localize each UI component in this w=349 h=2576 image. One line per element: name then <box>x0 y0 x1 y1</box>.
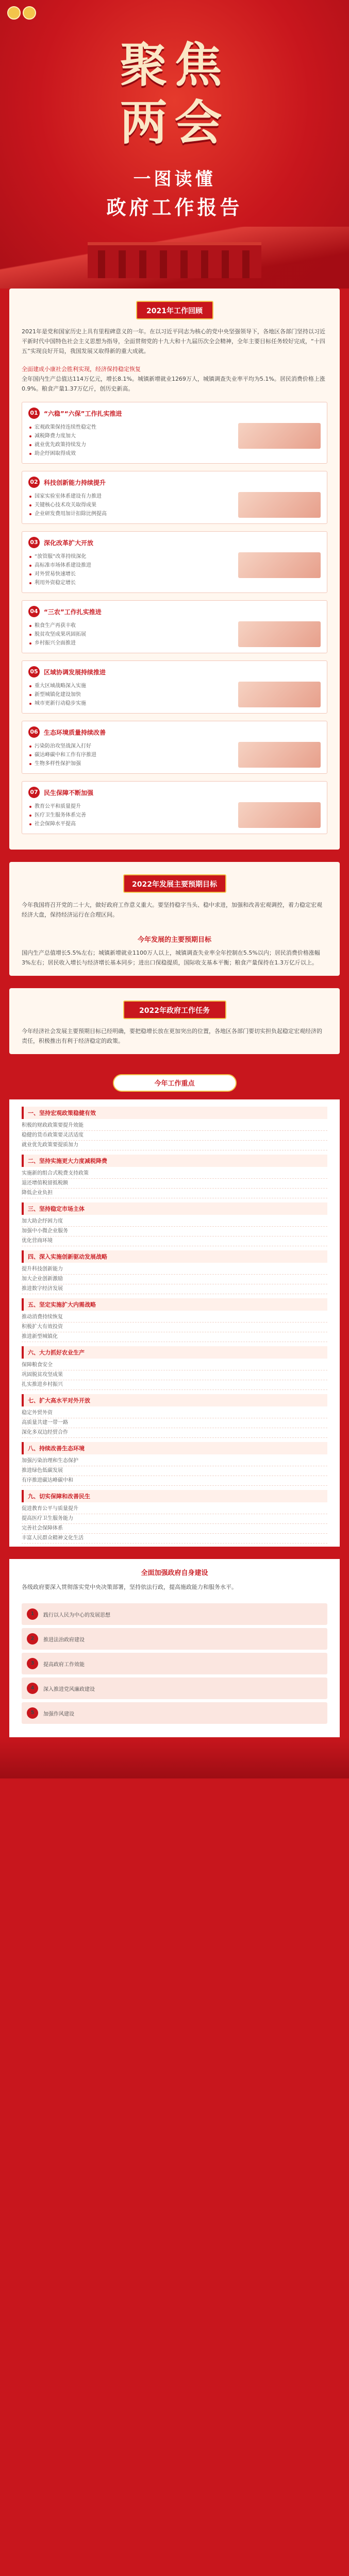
block-item: 城市更新行动稳步实施 <box>28 699 321 708</box>
block-item: 关键核心技术攻关取得成果 <box>28 501 321 510</box>
block-item: 利用外资稳定增长 <box>28 579 321 587</box>
column-decoration <box>139 250 146 278</box>
block-item: 高标准市场体系建设推进 <box>28 561 321 570</box>
block-item: 污染防治攻坚战深入打好 <box>28 742 321 751</box>
achievement-block <box>22 660 327 714</box>
work-title: 今年工作重点 <box>113 1074 237 1092</box>
work-list-heading: 五、坚定实施扩大内需战略 <box>22 1298 327 1311</box>
work-list-item: 稳定外贸外资 <box>22 1409 327 1418</box>
footer-row <box>22 1603 327 1625</box>
work-list-heading: 九、切实保障和改善民生 <box>22 1490 327 1502</box>
block-item: 减税降费力度加大 <box>28 432 321 440</box>
block-number: 01 <box>28 408 40 419</box>
building-illustration <box>88 242 261 278</box>
block-item: 就业优先政策持续发力 <box>28 440 321 449</box>
emblem-icons <box>7 6 43 20</box>
column-decoration <box>242 250 250 278</box>
work-list-item: 巩固脱贫攻坚成果 <box>22 1370 327 1380</box>
work-list-item: 完善社会保障体系 <box>22 1524 327 1534</box>
targets-title: 今年发展的主要预期目标 <box>137 936 211 944</box>
block-number: 06 <box>28 726 40 738</box>
block-title: 生态环境质量持续改善 <box>44 728 106 736</box>
section-tag: 2022年发展主要预期目标 <box>123 874 226 893</box>
tasks-section <box>9 988 340 1054</box>
block-number: 04 <box>28 606 40 617</box>
footer-row-text: 践行以人民为中心的发展思想 <box>43 1612 110 1618</box>
column-decoration <box>180 250 188 278</box>
work-list-item: 优化营商环境 <box>22 1236 327 1246</box>
block-number: 03 <box>28 537 40 548</box>
work-list-item: 促进教育公平与质量提升 <box>22 1504 327 1514</box>
work-list-item: 有序推进碳达峰碳中和 <box>22 1476 327 1486</box>
block-title: “六稳”“六保”工作扎实推进 <box>44 410 122 417</box>
goals-section <box>9 862 340 976</box>
work-list-heading: 三、坚持稳定市场主体 <box>22 1202 327 1215</box>
footer-intro: 各级政府要深入贯彻落实党中央决策部署，坚持依法行政，提高施政能力和服务水平。 <box>22 1584 237 1590</box>
block-item: 医疗卫生服务体系完善 <box>28 811 321 820</box>
emblem-icon <box>23 6 36 20</box>
work-list-heading: 一、坚持宏观政策稳健有效 <box>22 1107 327 1119</box>
block-item: 重大区域战略深入实施 <box>28 682 321 690</box>
achievement-block <box>22 471 327 524</box>
column-decoration <box>201 250 208 278</box>
footer-row <box>22 1677 327 1699</box>
block-item: 碳达峰碳中和工作有序推进 <box>28 751 321 759</box>
block-number: 05 <box>28 666 40 677</box>
emblem-icon <box>7 6 21 20</box>
block-item: 生物多样性保护加强 <box>28 759 321 768</box>
footer-row-number: 1 <box>27 1608 38 1620</box>
footer-row-number: 5 <box>27 1707 38 1719</box>
work-list-item: 积极的财政政策要提升效能 <box>22 1121 327 1131</box>
work-list-heading: 七、扩大高水平对外开放 <box>22 1394 327 1406</box>
footer-row <box>22 1702 327 1724</box>
footer-row-number: 3 <box>27 1658 38 1669</box>
footer-row-number: 2 <box>27 1633 38 1645</box>
work-list-item: 降低企业负担 <box>22 1189 327 1198</box>
footer-row <box>22 1653 327 1674</box>
footer-row-number: 4 <box>27 1683 38 1694</box>
block-title: “三农”工作扎实推进 <box>44 608 102 616</box>
work-list-item: 丰富人民群众精神文化生活 <box>22 1534 327 1544</box>
government-building-panel <box>9 1559 340 1737</box>
column-decoration <box>119 250 126 278</box>
work-list-heading: 四、深入实施创新驱动发展战略 <box>22 1250 327 1263</box>
footer-row <box>22 1628 327 1650</box>
block-item: 助企纾困取得成效 <box>28 449 321 458</box>
achievement-block <box>22 600 327 653</box>
block-title: 区域协调发展持续推进 <box>44 668 106 676</box>
block-title: 深化改革扩大开放 <box>44 539 94 547</box>
review-intro: 2021年是党和国家历史上具有里程碑意义的一年。在以习近平同志为核心的党中央坚强领导下，各地区各部门坚持以习近平新时代中国特色社会主义思想为指导，全面贯彻党的十九大和十九届历次全会精神，全年主要目标任务较好完成，“十四五”实现良好开局，我国发展又取得新的重大成就。 <box>22 328 325 354</box>
work-list-item: 保障粮食安全 <box>22 1361 327 1370</box>
block-item: 对外贸易快速增长 <box>28 570 321 579</box>
section-tag: 2022年政府工作任务 <box>123 1001 226 1019</box>
hero-banner <box>0 0 349 289</box>
achievement-block <box>22 781 327 834</box>
work-list-heading: 八、持续改善生态环境 <box>22 1442 327 1454</box>
block-number: 02 <box>28 477 40 488</box>
footer-row-text: 深入推进党风廉政建设 <box>43 1686 95 1692</box>
work-list-item: 实施新的组合式税费支持政策 <box>22 1169 327 1179</box>
work-list-item: 退还增值税留抵税额 <box>22 1179 327 1189</box>
hero-title <box>0 36 349 151</box>
work-list-item: 加大企业创新激励 <box>22 1275 327 1284</box>
achievement-block <box>22 402 327 464</box>
column-decoration <box>98 250 105 278</box>
work-list-item: 稳健的货币政策要灵活适度 <box>22 1131 327 1141</box>
block-number: 07 <box>28 787 40 798</box>
work-list-item: 加强中小微企业服务 <box>22 1227 327 1236</box>
work-list-item: 推进绿色低碳发展 <box>22 1466 327 1476</box>
hero-title-line1: 聚焦 <box>120 37 229 93</box>
block-item: 社会保障水平提高 <box>28 820 321 828</box>
achievement-blocks <box>9 402 340 834</box>
block-item: 新型城镇化建设加快 <box>28 690 321 699</box>
block-item: 教育公平和质量提升 <box>28 802 321 811</box>
targets-text: 国内生产总值增长5.5%左右；城镇新增就业1100万人以上，城镇调查失业率全年控制在5.5%以内；居民消费价格涨幅3%左右；居民收入增长与经济增长基本同步；进出口保稳提质，国际收支基本平衡；粮食产量保持在1.3万亿斤以上。 <box>22 950 320 966</box>
work-list-item: 提升科技创新能力 <box>22 1265 327 1275</box>
work-list-item: 推动消费持续恢复 <box>22 1313 327 1323</box>
work-list-heading: 六、大力抓好农业生产 <box>22 1346 327 1359</box>
review-stats: 全年国内生产总值达114万亿元，增长8.1%。城镇新增就业1269万人，城镇调查失业率平均为5.1%。居民消费价格上涨0.9%。粮食产量1.37万亿斤，创历史新高。 <box>22 376 325 392</box>
review-section <box>9 289 340 850</box>
achievement-block <box>22 531 327 593</box>
block-item: 粮食生产再获丰收 <box>28 621 321 630</box>
hero-title-line2: 两会 <box>120 95 229 150</box>
work-list-item: 高质量共建一带一路 <box>22 1418 327 1428</box>
block-item: 宏观政策保持连续性稳定性 <box>28 423 321 432</box>
work-list-item: 提高医疗卫生服务能力 <box>22 1514 327 1524</box>
work-list-item: 加强污染治理和生态保护 <box>22 1456 327 1466</box>
work-list-item: 积极扩大有效投资 <box>22 1323 327 1332</box>
block-item: “放管服”改革持续深化 <box>28 552 321 561</box>
work-list-item: 就业优先政策要提质加力 <box>22 1141 327 1150</box>
block-title: 民生保障不断加强 <box>44 789 94 796</box>
work-banner <box>9 1066 340 1099</box>
bottom-decoration <box>0 1737 349 1778</box>
footer-rows <box>9 1603 340 1724</box>
block-item: 乡村振兴全面推进 <box>28 639 321 648</box>
section-tag: 2021年工作回顾 <box>136 301 213 319</box>
work-list-item: 扎实推进乡村振兴 <box>22 1380 327 1390</box>
work-list-item: 深化多双边经贸合作 <box>22 1428 327 1438</box>
column-decoration <box>222 250 229 278</box>
block-item: 脱贫攻坚成果巩固拓展 <box>28 630 321 639</box>
hero-subtitle: 一图读懂 <box>133 169 216 190</box>
work-list-item: 加大助企纾困力度 <box>22 1217 327 1227</box>
work-list-item: 推进新型城镇化 <box>22 1332 327 1342</box>
footer-title: 全面加强政府自身建设 <box>141 1569 208 1577</box>
goals-paragraph: 今年我国将召开党的二十大，做好政府工作意义重大。要坚持稳字当头、稳中求进，加强和改善宏观调控，着力稳定宏观经济大盘，保持经济运行在合理区间。 <box>22 902 322 918</box>
hero-report-title: 政府工作报告 <box>106 196 243 219</box>
work-lists <box>9 1099 340 1547</box>
block-item: 国家实验室体系建设有力推进 <box>28 492 321 501</box>
work-list-heading: 二、坚持实施更大力度减税降费 <box>22 1155 327 1167</box>
footer-row-text: 加强作风建设 <box>43 1711 74 1717</box>
column-decoration <box>160 250 167 278</box>
footer-row-text: 推进法治政府建设 <box>43 1637 85 1643</box>
block-item: 企业研发费用加计扣除比例提高 <box>28 510 321 518</box>
review-stats-title: 全面建成小康社会胜利实现，经济保持稳定恢复 <box>22 366 141 372</box>
tasks-paragraph: 今年经济社会发展主要预期目标已经明确，要把稳增长放在更加突出的位置，各地区各部门要切实担负起稳定宏观经济的责任，积极推出有利于经济稳定的政策。 <box>22 1028 322 1044</box>
work-list-item: 推进数字经济发展 <box>22 1284 327 1294</box>
footer-row-text: 提高政府工作效能 <box>43 1662 85 1668</box>
achievement-block <box>22 721 327 774</box>
block-title: 科技创新能力持续提升 <box>44 479 106 486</box>
